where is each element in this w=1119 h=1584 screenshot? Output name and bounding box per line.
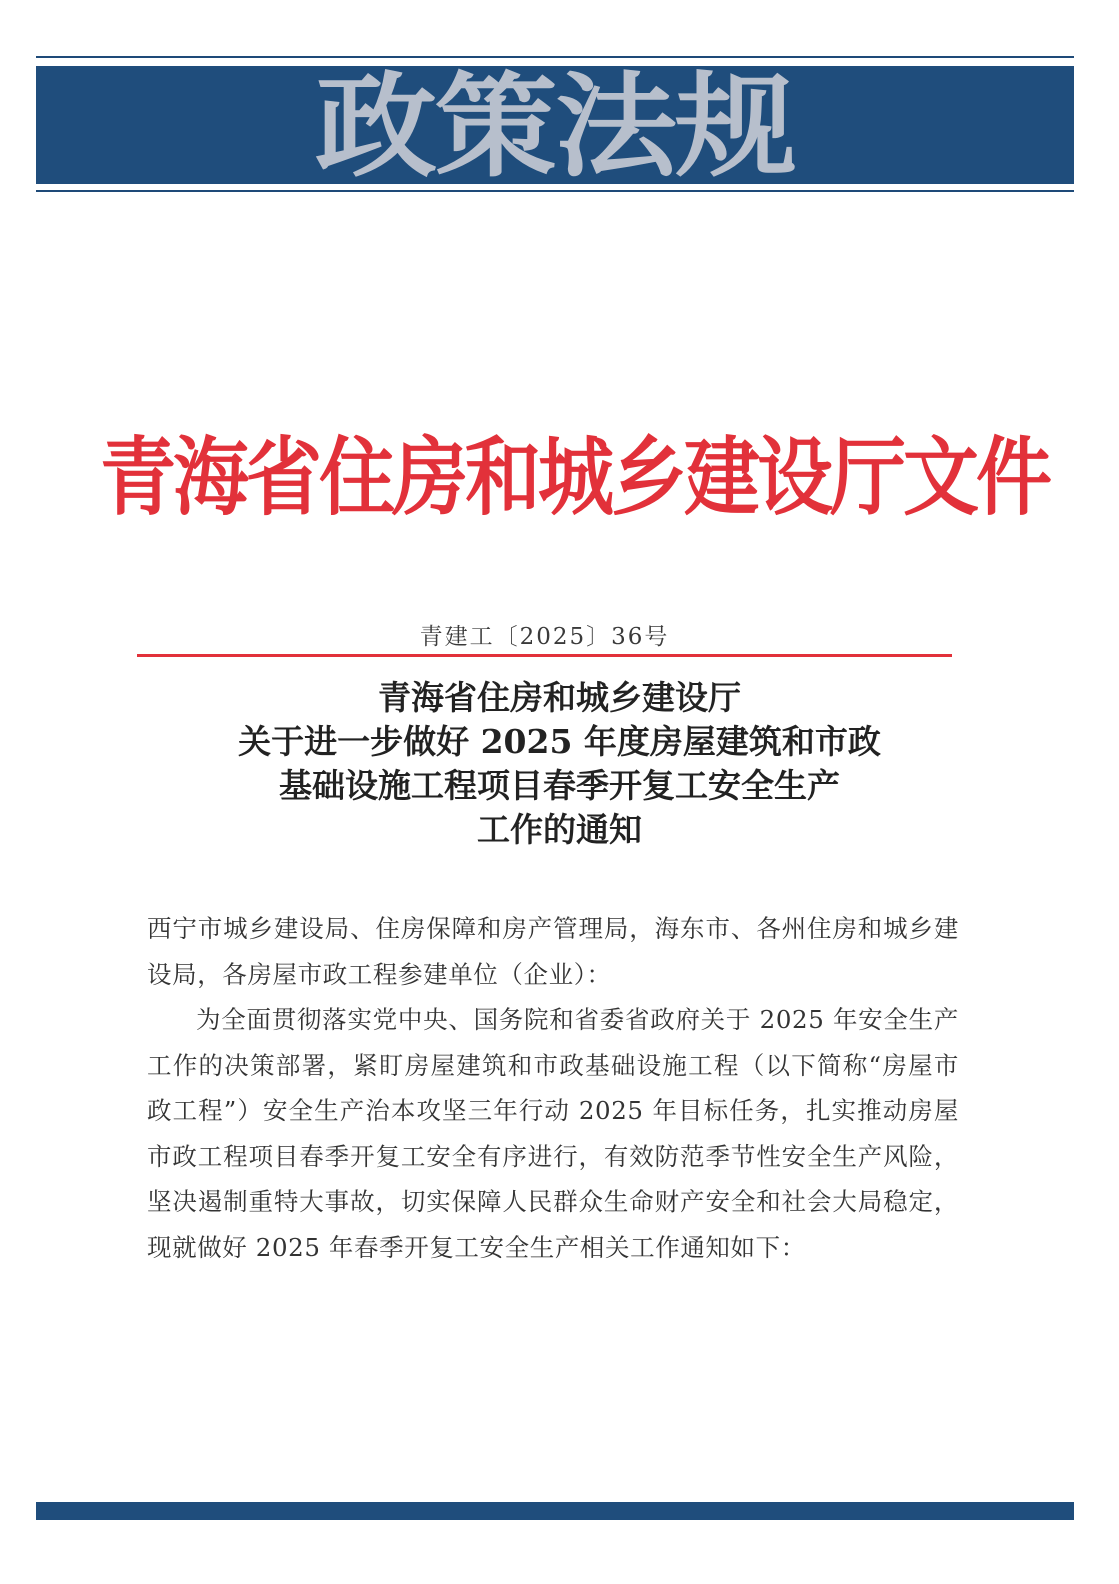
- banner-title: 政策法规: [315, 66, 795, 184]
- notice-title-line: 青海省住房和城乡建设厅: [378, 678, 741, 717]
- bottom-bar: [36, 1502, 1074, 1520]
- red-divider: [137, 654, 952, 657]
- section-banner: [36, 66, 1074, 184]
- body-paragraph: 为全面贯彻落实党中央、国务院和省委省政府关于 2025 年安全生产工作的决策部署，紧盯房屋建筑和市政基础设施工程（以下简称“房屋市政工程”）安全生产治本攻坚三年行动 2025 年目标任务，扎实推动房屋市政工程项目春季开复工安全有序进行，有效防范季节性安全生产风险，坚决遏制重特大事故，切实保障人民群众生命财产安全和社会大局稳定，现就做好 2025 年春季开复工安全生产相关工作通知如下：: [147, 1005, 959, 1262]
- notice-title-line: 关于进一步做好 2025 年度房屋建筑和市政: [238, 722, 881, 761]
- notice-title: [100, 676, 1019, 852]
- document-number: 青建工〔2025〕36号: [419, 624, 670, 650]
- addressees: 西宁市城乡建设局、住房保障和房产管理局，海东市、各州住房和城乡建设局，各房屋市政工程参建单位（企业）：: [147, 914, 959, 989]
- issuer-heading: 青海省住房和城乡建设厅文件: [100, 427, 1049, 528]
- notice-title-line: 工作的通知: [477, 810, 642, 849]
- notice-title-line: 基础设施工程项目春季开复工安全生产: [279, 766, 840, 805]
- notice-body: [147, 906, 959, 1270]
- banner-divider: [36, 190, 1074, 192]
- top-divider: [36, 56, 1074, 58]
